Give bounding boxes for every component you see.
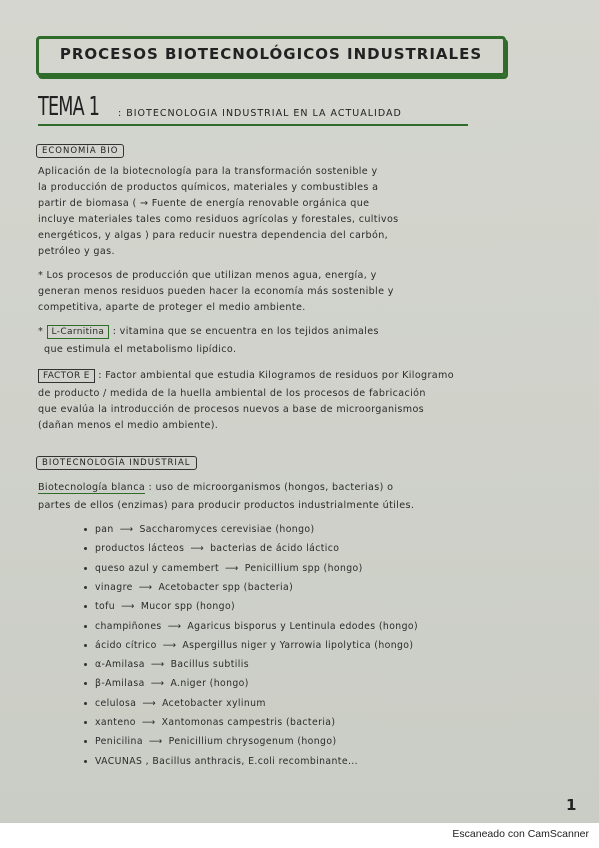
- asterisk: *: [38, 326, 47, 337]
- organism-name: Aspergillus niger y Yarrowia lipolytica: [182, 639, 371, 651]
- organism-name: Penicillium chrysogenum: [168, 736, 294, 748]
- arrow-right-icon: ⟶: [119, 524, 134, 535]
- product-name: productos lácteos: [95, 543, 185, 555]
- camscanner-watermark: Escaneado con CamScanner: [452, 828, 589, 840]
- list-item: [84, 717, 335, 728]
- bullet-icon: [84, 721, 87, 724]
- organism-type: (hongo): [192, 601, 236, 613]
- page-title: PROCESOS BIOTECNOLÓGICOS INDUSTRIALES: [59, 45, 483, 63]
- product-name: pan: [95, 524, 114, 535]
- note-carnitina: [38, 326, 379, 337]
- note-line: : vitamina que se encuentra en los tejidos animales: [112, 326, 379, 337]
- list-item: [84, 621, 418, 632]
- definition-text: : uso de microorganismos (hongos, bacterias) o: [148, 482, 394, 493]
- organism-type: (hongo): [370, 639, 414, 651]
- bullet-icon: [84, 702, 87, 705]
- bullet-icon: [84, 663, 87, 666]
- product-name: Penicilina: [95, 736, 143, 748]
- bullet-icon: [84, 605, 87, 608]
- footer-bar: [0, 826, 599, 848]
- list-item: [84, 659, 249, 670]
- paragraph-line: incluye materiales tales como residuos agrícolas y forestales, cultivos: [38, 214, 399, 225]
- product-name: celulosa: [95, 697, 137, 709]
- arrow-right-icon: ⟶: [150, 678, 165, 690]
- organism-type: (hongo): [206, 678, 249, 690]
- product-name: vinagre: [95, 581, 133, 593]
- product-name: queso azul y camembert: [95, 562, 219, 574]
- paragraph-line: partir de biomasa ( → Fuente de energía renovable orgánica que: [38, 198, 370, 209]
- organism-type: (hongo): [375, 620, 419, 632]
- bullet-icon: [84, 567, 87, 570]
- organism-name: A.niger: [170, 678, 207, 690]
- list-item: [84, 524, 315, 535]
- product-name: champiñones: [95, 620, 162, 632]
- bullet-icon: [84, 547, 87, 550]
- arrow-right-icon: ⟶: [121, 601, 135, 613]
- list-item: [84, 563, 363, 574]
- list-item: [84, 698, 266, 709]
- organism-type: (hongo): [320, 562, 363, 574]
- tema-underline: [38, 124, 468, 126]
- bullet-icon: [84, 740, 87, 743]
- arrow-right-icon: ⟶: [142, 697, 157, 709]
- tema-number: TEMA 1: [38, 92, 100, 122]
- paragraph-line: petróleo y gas.: [38, 246, 115, 257]
- product-name: tofu: [95, 601, 116, 613]
- product-name: β-Amilasa: [95, 678, 145, 690]
- organism-name: Xantomonas campestris: [161, 717, 283, 728]
- definition-line: partes de ellos (enzimas) para producir productos industrialmente útiles.: [38, 500, 415, 511]
- factor-line: (dañan menos el medio ambiente).: [38, 420, 219, 431]
- section-economia-bio: ECONOMÍA BIO: [36, 144, 124, 158]
- definition-line: [38, 482, 393, 493]
- page-number: 1: [566, 796, 577, 814]
- factor-line: que evalúa la introducción de procesos nuevos a base de microorganismos: [38, 404, 425, 415]
- tema-subtitle: : BIOTECNOLOGIA INDUSTRIAL EN LA ACTUALIDAD: [118, 108, 402, 119]
- organism-name: Mucor spp: [140, 601, 193, 613]
- organism-name: Saccharomyces cerevisiae: [139, 524, 273, 535]
- list-item: [84, 601, 235, 612]
- organism-type: (hongo): [272, 524, 315, 535]
- organism-name: Acetobacter spp: [158, 581, 241, 593]
- organism-type: (hongo): [294, 736, 337, 748]
- bullet-icon: [84, 625, 87, 628]
- paragraph-line: energéticos, y algas ) para reducir nuestra dependencia del carbón,: [38, 230, 389, 241]
- factor-e-line: [38, 370, 454, 381]
- product-name: xanteno: [95, 717, 136, 728]
- section-biotecnologia-industrial: BIOTECNOLOGÍA INDUSTRIAL: [36, 456, 197, 470]
- factor-text: : Factor ambiental que estudia Kilogramos de residuos por Kilogramo: [98, 370, 454, 381]
- bullet-icon: [84, 528, 87, 531]
- arrow-right-icon: ⟶: [225, 562, 239, 574]
- list-item: [84, 640, 413, 651]
- title-box: [36, 36, 506, 76]
- list-item: [84, 582, 293, 593]
- arrow-right-icon: ⟶: [162, 639, 177, 651]
- term-biotecnologia-blanca: Biotecnología blanca: [38, 482, 146, 493]
- arrow-right-icon: ⟶: [190, 543, 205, 555]
- note-line: que estimula el metabolismo lipídico.: [44, 344, 237, 355]
- organism-name: Penicillium spp: [244, 562, 321, 574]
- bullet-icon: [84, 760, 87, 763]
- bullet-icon: [84, 682, 87, 685]
- arrow-right-icon: ⟶: [141, 717, 156, 728]
- product-name: ácido cítrico: [95, 639, 157, 651]
- product-name: VACUNAS: [95, 755, 143, 767]
- separator: ,: [142, 755, 153, 767]
- arrow-right-icon: ⟶: [150, 659, 165, 671]
- organism-name: Agaricus bisporus y Lentinula edodes: [187, 620, 376, 632]
- arrow-right-icon: ⟶: [167, 620, 182, 632]
- factor-line: de producto / medida de la huella ambiental de los procesos de fabricación: [38, 388, 426, 399]
- note-line: competitiva, aparte de proteger el medio ambiente.: [38, 302, 306, 313]
- term-factor-e: FACTOR E: [38, 369, 95, 383]
- list-item: [84, 756, 358, 767]
- organism-type: (bacteria): [240, 581, 294, 593]
- paragraph-line: la producción de productos químicos, materiales y combustibles a: [38, 182, 379, 193]
- note-line: * Los procesos de producción que utilizan menos agua, energía, y: [38, 270, 377, 281]
- product-name: α-Amilasa: [95, 659, 145, 671]
- list-item: [84, 736, 336, 747]
- arrow-right-icon: ⟶: [148, 736, 163, 748]
- term-l-carnitina: L-Carnitina: [47, 325, 110, 339]
- bullet-icon: [84, 644, 87, 647]
- organism-name: Acetobacter xylinum: [162, 697, 266, 709]
- paragraph-line: Aplicación de la biotecnología para la transformación sostenible y: [38, 166, 378, 177]
- bullet-icon: [84, 586, 87, 589]
- organism-type: (bacteria): [282, 717, 336, 728]
- note-line: generan menos residuos pueden hacer la economía más sostenible y: [38, 286, 394, 297]
- list-item: [84, 678, 249, 689]
- list-item: [84, 543, 339, 554]
- organism-name: Bacillus subtilis: [170, 659, 249, 671]
- arrow-right-icon: ⟶: [138, 581, 153, 593]
- organism-name: bacterias de ácido láctico: [210, 543, 340, 555]
- organism-name: Bacillus anthracis, E.coli recombinante...: [152, 755, 359, 767]
